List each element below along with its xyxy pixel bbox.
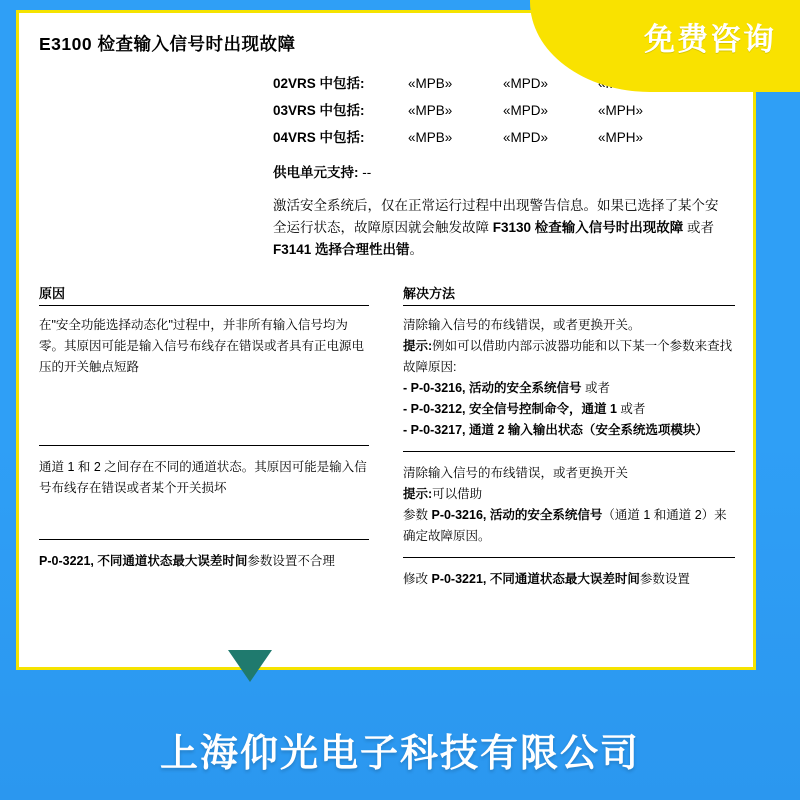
cause-parameter-3: P-0-3221, 不同通道状态最大误差时间	[39, 554, 248, 568]
vrs-value: «MPB»	[408, 76, 453, 91]
document-sheet	[16, 10, 756, 670]
vrs-value: «MPB»	[408, 130, 453, 145]
remedy-line-2: 清除输入信号的布线错误，或者更换开关	[403, 466, 629, 480]
remedy-tip-text-2: 可以借助	[432, 487, 483, 501]
remedy-item-plain-2: 或者	[620, 402, 646, 416]
vrs-label: 02VRS 中包括:	[273, 76, 365, 91]
vrs-row	[273, 124, 739, 151]
cause-remedy-table	[39, 283, 735, 611]
vrs-label: 04VRS 中包括:	[273, 130, 365, 145]
remedy-item-bold-3: - P-0-3217, 通道 2 输入输出状态（安全系统选项模块）	[403, 423, 708, 437]
description-fault-code-2: F3141 选择合理性出错	[273, 242, 410, 257]
vrs-row	[273, 97, 739, 124]
description-text-2: 或者	[683, 220, 715, 235]
company-name: 上海仰光电子科技有限公司	[159, 733, 640, 775]
remedy-cell-2	[403, 463, 735, 558]
remedy-cell-3	[403, 569, 735, 600]
cause-text-3: 参数设置不合理	[247, 554, 335, 568]
remedy-text-pre-2: 参数	[403, 508, 432, 522]
vrs-value: «MPB»	[408, 103, 453, 118]
cause-column-header: 原因	[39, 283, 369, 306]
remedy-item-bold-2: - P-0-3212, 安全信号控制命令，通道 1	[403, 402, 621, 416]
vrs-value: «MPD»	[503, 76, 549, 91]
vrs-value: «MPH»	[598, 130, 644, 145]
remedy-column-header: 解决方法	[403, 283, 735, 306]
triangle-decoration	[228, 650, 272, 682]
cause-cell-1: 在"安全功能选择动态化"过程中，并非所有输入信号均为零。其原因可能是输入信号布线存在错误或者具有正电源电压的开关触点短路	[39, 315, 369, 446]
cause-cell-3	[39, 551, 369, 582]
description-text-3: 。	[409, 242, 424, 257]
page-title: E3100 检查输入信号时出现故障	[39, 34, 296, 54]
remedy-column	[387, 283, 735, 611]
supply-unit-label: 供电单元支持:	[273, 165, 359, 180]
remedy-item-bold-1: - P-0-3216, 活动的安全系统信号	[403, 381, 585, 395]
remedy-text-pre-3: 修改	[403, 572, 432, 586]
remedy-text-post-2: （通道 1 和通道 2）来确定故障原因。	[403, 508, 727, 543]
description-paragraph	[273, 195, 729, 261]
cause-column	[39, 283, 387, 611]
remedy-tip-label-2: 提示:	[403, 487, 433, 501]
vrs-label: 03VRS 中包括:	[273, 103, 365, 118]
remedy-text-post-3: 参数设置	[639, 572, 690, 586]
remedy-parameter-2: P-0-3216, 活动的安全系统信号	[431, 508, 603, 522]
vrs-value: «MPD»	[503, 130, 549, 145]
remedy-parameter-3: P-0-3221, 不同通道状态最大误差时间	[431, 572, 640, 586]
supply-unit-value: --	[362, 165, 372, 180]
vrs-value: «MPD»	[503, 103, 549, 118]
remedy-tip-label-1: 提示:	[403, 339, 433, 353]
remedy-item-plain-1: 或者	[584, 381, 610, 395]
vrs-value: «MPH»	[598, 103, 644, 118]
supply-unit-row	[273, 161, 739, 181]
description-text-1: 激活安全系统后，仅在正常运行过程中出现警告信息。如果已选择了某个安全运行状态，故障原因就会触发故障	[273, 198, 719, 235]
remedy-tip-text-1: 例如可以借助内部示波器功能和以下某一个参数来查找故障原因:	[403, 339, 733, 374]
cause-cell-2: 通道 1 和 2 之间存在不同的通道状态。其原因可能是输入信号布线存在错误或者某个开关损坏	[39, 457, 369, 540]
remedy-line-1: 清除输入信号的布线错误，或者更换开关。	[403, 318, 641, 332]
remedy-cell-1	[403, 315, 735, 452]
description-fault-code-1: F3130 检查输入信号时出现故障	[492, 220, 684, 235]
promo-badge-label: 免费咨询	[644, 22, 776, 57]
